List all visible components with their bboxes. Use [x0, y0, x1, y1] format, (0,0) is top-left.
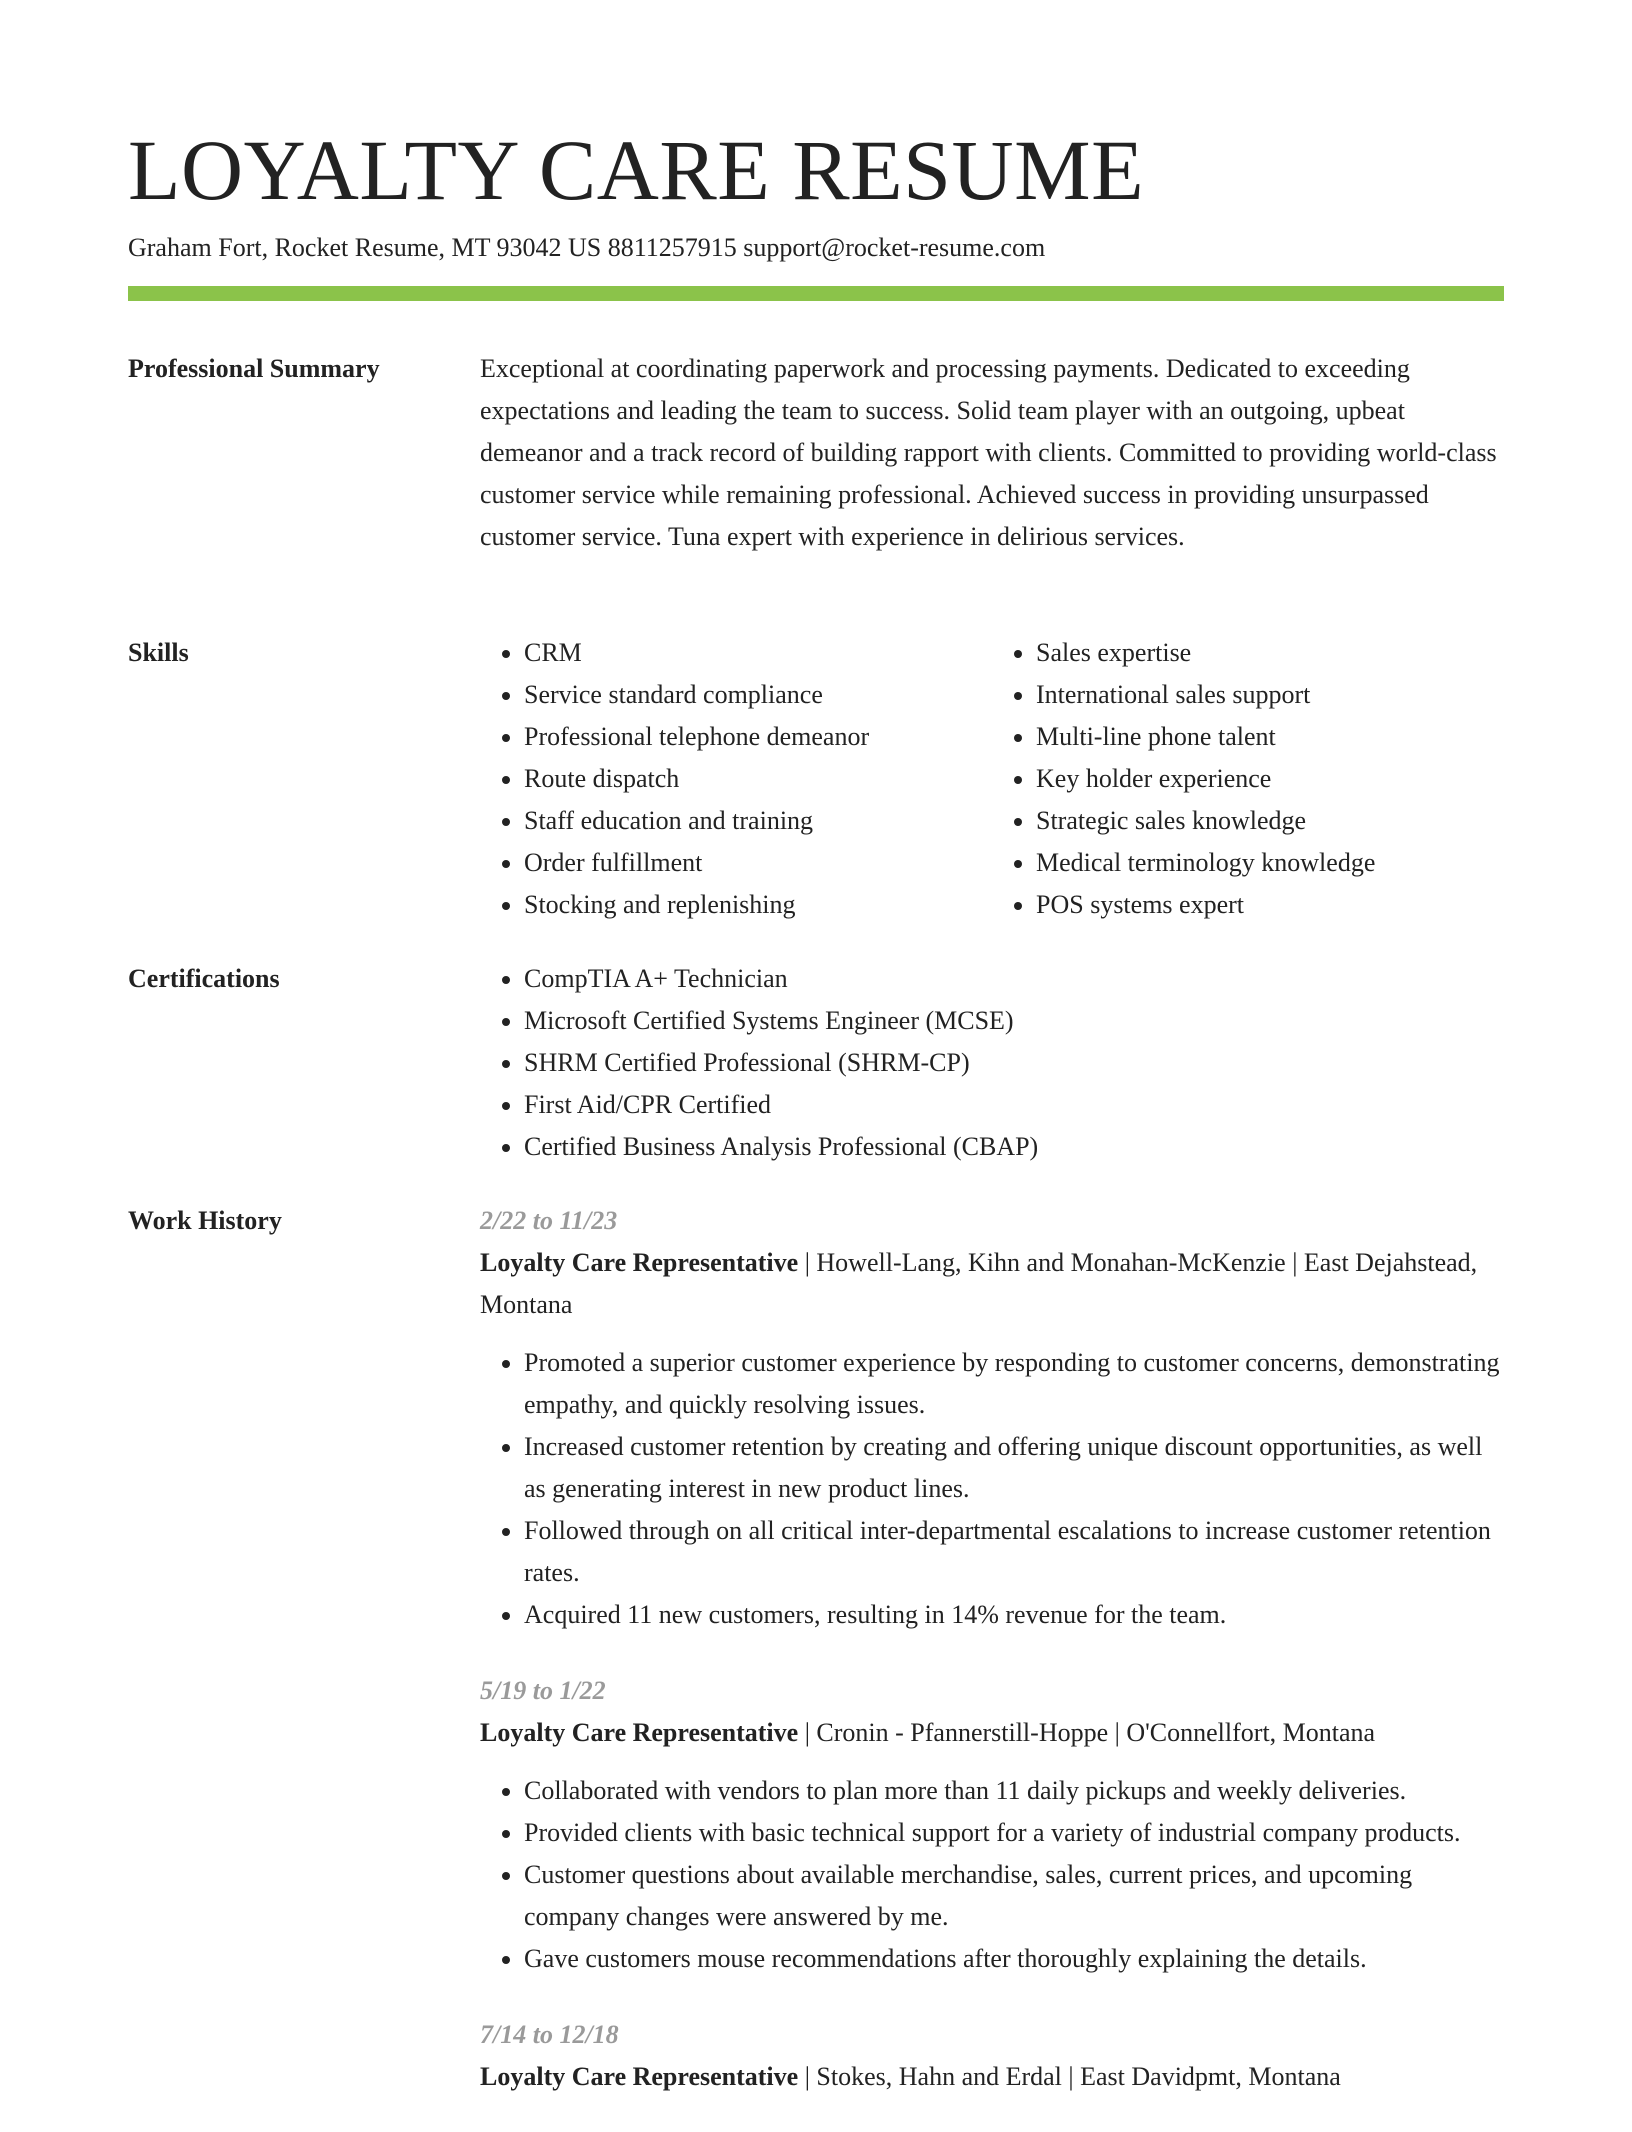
summary-text: Exceptional at coordinating paperwork and processing payments. Dedicated to exceeding expectations and leading the team to success. Solid team player with an outgoing, upbeat demeanor and a track record of building rapport with clients. Committed to providing world-class customer service while remaining professional. Achieved success in providing unsurpassed customer service. Tuna expert with experience in delirious services. — [480, 354, 1497, 551]
skill-item: • International sales support — [1036, 674, 1504, 716]
certifications-body — [480, 958, 1504, 1168]
certifications-label: Certifications — [128, 964, 280, 993]
job-entry — [480, 1670, 1504, 1980]
job-bullet: • Followed through on all critical inter-departmental escalations to increase customer retention rates. — [524, 1510, 1504, 1594]
skill-item: • POS systems expert — [1036, 884, 1504, 926]
job-bullets — [480, 1770, 1504, 1980]
skill-item: • Professional telephone demeanor — [524, 716, 992, 758]
skill-item: • Route dispatch — [524, 758, 992, 800]
resume-title: LOYALTY CARE RESUME — [128, 122, 1145, 218]
job-header — [480, 1242, 1504, 1326]
job-title: Loyalty Care Representative — [480, 1248, 799, 1277]
skills-column-2 — [992, 632, 1504, 926]
certification-item: • First Aid/CPR Certified — [524, 1084, 1504, 1126]
skill-item: • Stocking and replenishing — [524, 884, 992, 926]
job-header — [480, 2056, 1504, 2098]
certification-item: • CompTIA A+ Technician — [524, 958, 1504, 1000]
certifications-list — [480, 958, 1504, 1168]
job-dates: 7/14 to 12/18 — [480, 2020, 619, 2049]
job-bullet: • Promoted a superior customer experience by responding to customer concerns, demonstrating empathy, and quickly resolving issues. — [524, 1342, 1504, 1426]
skill-item: • Key holder experience — [1036, 758, 1504, 800]
job-bullet: • Increased customer retention by creating and offering unique discount opportunities, as well as generating interest in new product lines. — [524, 1426, 1504, 1510]
job-title: Loyalty Care Representative — [480, 1718, 799, 1747]
skill-item: • Strategic sales knowledge — [1036, 800, 1504, 842]
skill-item: • CRM — [524, 632, 992, 674]
job-bullets — [480, 1342, 1504, 1636]
skill-item: • Order fulfillment — [524, 842, 992, 884]
job-header — [480, 1712, 1504, 1754]
summary-body — [480, 348, 1504, 558]
job-bullet: • Collaborated with vendors to plan more than 11 daily pickups and weekly deliveries. — [524, 1770, 1504, 1812]
work-history-label: Work History — [128, 1206, 282, 1235]
job-dates: 2/22 to 11/23 — [480, 1206, 618, 1235]
skill-item: • Multi-line phone talent — [1036, 716, 1504, 758]
job-details: | Howell-Lang, Kihn and Monahan-McKenzie | East Dejahstead, Montana — [480, 1248, 1478, 1319]
job-entry — [480, 2014, 1504, 2098]
skills-column-1 — [480, 632, 992, 926]
skill-item: • Staff education and training — [524, 800, 992, 842]
skill-item: • Sales expertise — [1036, 632, 1504, 674]
job-bullet: • Acquired 11 new customers, resulting in 14% revenue for the team. — [524, 1594, 1504, 1636]
skills-label: Skills — [128, 638, 189, 667]
job-details: | Stokes, Hahn and Erdal | East Davidpmt, Montana — [798, 2062, 1341, 2091]
skill-item: • Service standard compliance — [524, 674, 992, 716]
certification-item: • SHRM Certified Professional (SHRM-CP) — [524, 1042, 1504, 1084]
job-dates: 5/19 to 1/22 — [480, 1676, 606, 1705]
contact-line: Graham Fort, Rocket Resume, MT 93042 US 8811257915 support@rocket-resume.com — [128, 233, 1046, 262]
certification-item: • Certified Business Analysis Professional (CBAP) — [524, 1126, 1504, 1168]
job-details: | Cronin - Pfannerstill-Hoppe | O'Connellfort, Montana — [798, 1718, 1376, 1747]
work-history-body — [480, 1200, 1504, 2132]
job-bullet: • Customer questions about available merchandise, sales, current prices, and upcoming company changes were answered by me. — [524, 1854, 1504, 1938]
certification-item: • Microsoft Certified Systems Engineer (MCSE) — [524, 1000, 1504, 1042]
skills-body — [480, 632, 1504, 926]
skill-item: • Medical terminology knowledge — [1036, 842, 1504, 884]
job-title: Loyalty Care Representative — [480, 2062, 799, 2091]
summary-label: Professional Summary — [128, 354, 380, 383]
job-bullet: • Gave customers mouse recommendations after thoroughly explaining the details. — [524, 1938, 1504, 1980]
skills-columns — [480, 632, 1504, 926]
accent-divider — [128, 286, 1504, 301]
job-bullet: • Provided clients with basic technical support for a variety of industrial company products. — [524, 1812, 1504, 1854]
job-entry — [480, 1200, 1504, 1636]
